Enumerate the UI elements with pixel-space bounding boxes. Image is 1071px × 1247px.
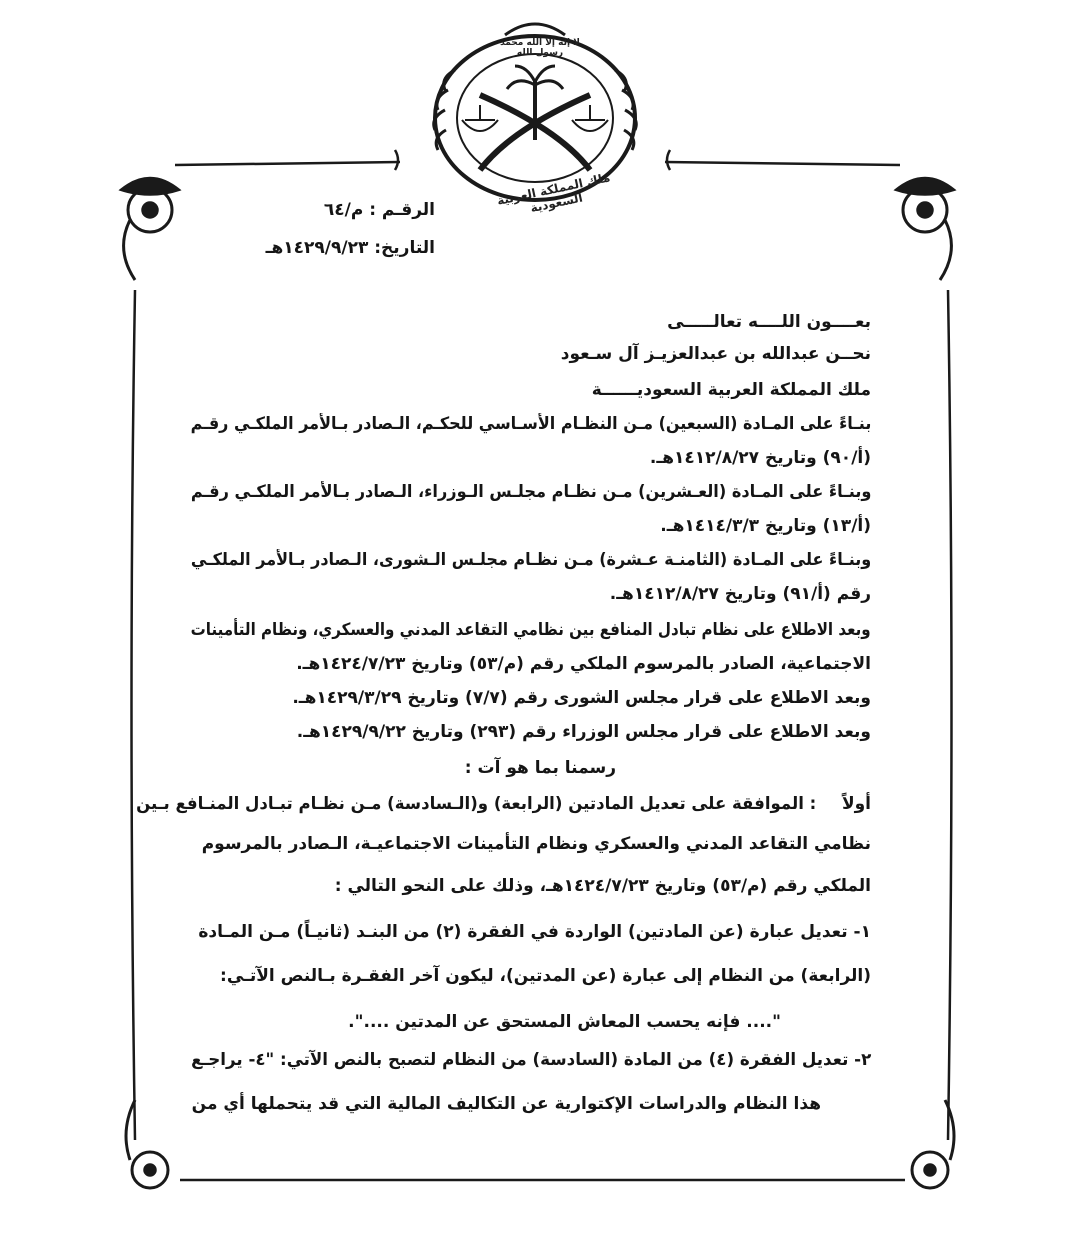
opening-basmala: بعــــون اللــــه تعالـــــى xyxy=(667,312,871,332)
body-line: نظامي التقاعد المدني والعسكري ونظام التأمينات الاجتماعيـة، الـصادر بالمرسوم xyxy=(201,834,871,854)
body-line: بنـاءً على المـادة (السبعين) مـن النظـام الأسـاسي للحكـم، الـصادر بـالأمر الملكـي رقـم xyxy=(190,414,871,434)
body-line: (الرابعة) من النظام إلى عبارة (عن المدتين)، ليكون آخر الفقـرة بـالنص الآتـي: xyxy=(220,966,871,986)
king-name: نحــن عبدالله بن عبدالعزيـز آل سـعود xyxy=(560,344,871,364)
reference-date: التاريخ: ١٤٢٩/٩/٢٣هـ xyxy=(265,238,435,258)
article-first-label: أولاً xyxy=(841,794,871,814)
body-line: ١- تعديل عبارة (عن المادتين) الواردة في الفقرة (٢) من البنـد (ثانيـاً) مـن المـادة xyxy=(198,922,871,942)
body-line: وبعد الاطلاع على قرار مجلس الوزراء رقم (٢٩٣) وتاريخ ١٤٢٩/٩/٢٢هـ. xyxy=(296,722,871,742)
king-title: ملك المملكة العربية السعوديــــــة xyxy=(591,380,871,400)
body-line: هذا النظام والدراسات الإكتوارية عن التكاليف المالية التي قد يتحملها أي من xyxy=(191,1094,821,1114)
body-line: وبنـاءً على المـادة (العـشرين) مـن نظـام مجلـس الـوزراء، الـصادر بـالأمر الملكـي رقـم xyxy=(190,482,871,502)
body-line: الملكي رقم (م/٥٣) وتاريخ ١٤٢٤/٧/٢٣هـ، وذلك على النحو التالي : xyxy=(334,876,871,896)
body-line: وبنـاءً على المـادة (الثامنـة عـشرة) مـن نظـام مجلـس الـشورى، الـصادر بـالأمر الملكـي xyxy=(190,550,871,570)
body-line: (أ/٩٠) وتاريخ ١٤١٢/٨/٢٧هـ. xyxy=(649,448,871,468)
reference-number: الرقـم : م/٦٤ xyxy=(323,200,435,220)
body-line: ٢- تعديل الفقرة (٤) من المادة (السادسة) من النظام لتصبح بالنص الآتي: "٤- يراجـع xyxy=(190,1050,871,1070)
body-line: (أ/١٣) وتاريخ ١٤١٤/٣/٣هـ. xyxy=(660,516,871,536)
seal-inscription: ملك المملكة العربية السعودية xyxy=(495,170,612,216)
decree-intro: رسمنا بما هو آت : xyxy=(464,758,616,778)
seal-top-inscription: لا إله إلا الله محمد رسول الله xyxy=(500,38,580,58)
body-line: وبعد الاطلاع على قرار مجلس الشورى رقم (٧/٧) وتاريخ ١٤٢٩/٣/٢٩هـ. xyxy=(292,688,871,708)
body-line: رقم (أ/٩١) وتاريخ ١٤١٢/٨/٢٧هـ. xyxy=(609,584,871,604)
body-line: وبعد الاطلاع على نظام تبادل المنافع بين نظامي التقاعد المدني والعسكري، ونظام التأمينات xyxy=(191,620,871,640)
body-line: : الموافقة على تعديل المادتين (الرابعة) و(الـسادسة) مـن نظـام تبـادل المنـافع بـين xyxy=(135,794,816,814)
body-line: ".... فإنه يحسب المعاش المستحق عن المدتين ....". xyxy=(348,1012,781,1032)
body-line: الاجتماعية، الصادر بالمرسوم الملكي رقم (م/٥٣) وتاريخ ١٤٢٤/٧/٢٣هـ. xyxy=(296,654,871,674)
